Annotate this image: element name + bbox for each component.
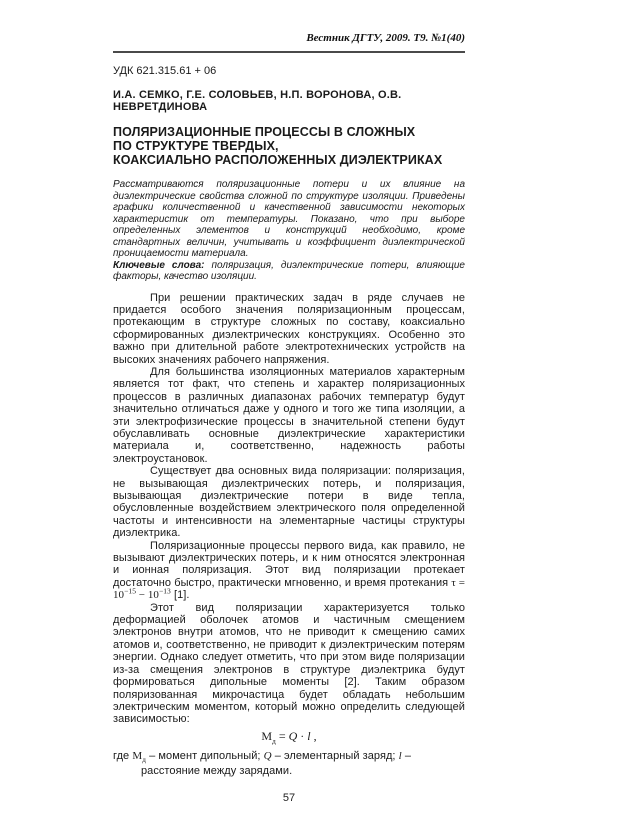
- journal-reference: Вестник ДГТУ, 2009. Т9. №1(40): [306, 32, 465, 44]
- formula-charge-symbol: Q: [288, 728, 298, 743]
- abstract-block: [113, 179, 465, 283]
- article-title: [113, 125, 465, 167]
- legend-moment-subscript: д: [142, 754, 147, 764]
- citation-1: [1].: [170, 589, 190, 602]
- article-body: [113, 292, 465, 726]
- tau-exponent-1: −15: [124, 586, 136, 596]
- formula-lhs-subscript: д: [272, 736, 276, 746]
- paragraph-1: При решении практических задач в ряде случаев не придается особого значения поляризационным процессам, протекающим в структуре сложных по составу, коаксиально сформированных диэлектрических конструкциях. Особенно это важно при длительной работе электротехнических устройств на высоких значениях рабочего напряжения.: [113, 291, 465, 366]
- authors-line: И.А. СЕМКО, Г.Е. СОЛОВЬЕВ, Н.П. ВОРОНОВА, О.В. НЕВРЕТДИНОВА: [113, 89, 402, 113]
- paragraph-5: Этот вид поляризации характеризуется только деформацией оболочек атомов и частичным смещением электронов внутри атомов, что не приводит к смещению самих атомов и, соответственно, не приводит к диэлектрическим потерям энергии. Однако следует отметить, что при этом виде поляризации из-за смещения электронов в структуре диэлектрика будут формироваться дипольные моменты [2]. Таким образом поляризованная микрочастица будет обладать небольшим электрическим моментом, который можно определить следующей зависимостью:: [113, 601, 465, 726]
- formula-equals: =: [275, 728, 289, 743]
- legend-lead: где: [113, 749, 133, 762]
- formula-comma: ,: [310, 728, 317, 743]
- formula-distance-symbol: l: [307, 728, 311, 743]
- paragraph-4: [113, 540, 465, 602]
- legend-charge-symbol: Q: [263, 749, 272, 762]
- formula-lhs: М: [261, 728, 273, 743]
- tau-mid: − 10: [136, 589, 159, 602]
- formula-legend: [113, 749, 465, 779]
- paragraph-2: Для большинства изоляционных материалов характерным является тот факт, что степень и характер поляризационных процессов в различных диапазонах рабочих температур будут значительно отличаться даже у одного и того же типа изоляции, а эти электрофизические процессы в значительной степени будут обуславливать основные диэлектрические характеристики материала и, соответственно, надежность работы электроустановок.: [113, 365, 465, 465]
- keywords-line: [113, 260, 465, 283]
- legend-charge-description: – элементарный заряд;: [271, 749, 399, 762]
- legend-distance-description: – расстояние между зарядами.: [141, 749, 412, 777]
- tau-lead: τ = 10: [113, 576, 466, 602]
- title-line-2: ПО СТРУКТУРЕ ТВЕРДЫХ,: [113, 139, 279, 153]
- formula-dot-operator: ·: [297, 728, 308, 743]
- legend-moment-description: – момент дипольный;: [146, 749, 264, 762]
- abstract-text: Рассматриваются поляризационные потери и их влияние на диэлектрические свойства сложной по структуре изоляции. Приведены графики количественной и качественной зависимости некоторых характеристик от температуры. Показано, что при выборе определенных элементов и конструкций необходимо, кроме стандартных величин, учитывать и коэффициент диэлектрической проницаемости материала.: [113, 179, 465, 259]
- header-rule: [113, 51, 465, 53]
- paragraph-3: Существует два основных вида поляризации: поляризация, не вызывающая диэлектрических потерь, и поляризация, вызывающая диэлектрические потери в виде тепла, обусловленные воздействием электрического поля определенной частоты и интенсивности на элементарные частицы структуры диэлектрика.: [113, 465, 465, 540]
- dipole-moment-formula: [113, 729, 465, 744]
- title-line-1: ПОЛЯРИЗАЦИОННЫЕ ПРОЦЕССЫ В СЛОЖНЫХ: [113, 125, 416, 139]
- page-number: 57: [282, 791, 296, 804]
- title-line-3: КОАКСИАЛЬНО РАСПОЛОЖЕННЫХ ДИЭЛЕКТРИКАХ: [113, 153, 443, 167]
- legend-moment-symbol: М: [132, 749, 143, 762]
- keywords-label: Ключевые слова:: [113, 259, 205, 271]
- legend-distance-symbol: l: [398, 749, 402, 762]
- keywords-text: поляризация, диэлектрические потери, влияющие факторы, качество изоляции.: [113, 259, 465, 282]
- page-content: [113, 0, 465, 804]
- paragraph-4-text: Поляризационные процессы первого вида, как правило, не вызывают диэлектрических потерь, и к ним относятся электронная и ионная поляризация. Этот вид поляризации протекает достаточно быстро, практически мгновенно, и время протекания: [113, 539, 465, 589]
- tau-exponent-2: −13: [158, 586, 171, 596]
- udc-code: УДК 621.315.61 + 06: [113, 65, 217, 77]
